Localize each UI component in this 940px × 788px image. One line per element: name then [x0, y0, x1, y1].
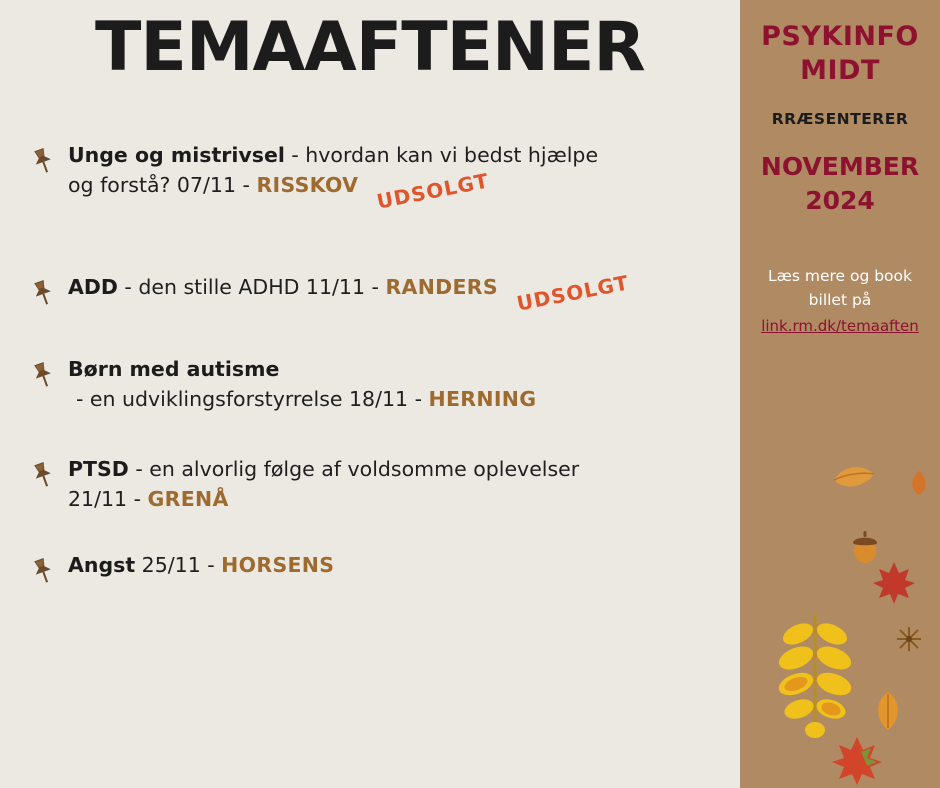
- event-city: RANDERS: [385, 275, 498, 299]
- event-detail: - hvordan kan vi bedst hjælpe: [284, 143, 599, 167]
- event-line-1: [68, 354, 730, 384]
- event-line-2: [68, 168, 730, 214]
- pushpin-icon: [28, 460, 58, 490]
- event-title: Angst: [68, 553, 136, 577]
- event-detail: 25/11 -: [135, 553, 222, 577]
- event-city: HERNING: [428, 387, 537, 411]
- booking-link[interactable]: link.rm.dk/temaaften: [761, 317, 919, 335]
- brand-name: [740, 0, 940, 88]
- pushpin-icon: [28, 278, 58, 308]
- list-item: [0, 454, 740, 532]
- list-item: [0, 140, 740, 236]
- month-label: NOVEMBER: [760, 152, 920, 181]
- booking-line-1: Læs mere og book: [767, 267, 913, 285]
- pushpin-icon: [28, 360, 58, 390]
- event-line-1: [68, 550, 730, 580]
- list-item: [0, 354, 740, 432]
- event-line-2: [68, 384, 730, 414]
- rowan-leaf-icon: [770, 610, 860, 745]
- presents-label: RRÆSENTERER: [771, 110, 909, 128]
- month-year: [740, 150, 940, 218]
- event-title: ADD: [68, 275, 118, 299]
- event-title: Unge og mistrivsel: [68, 143, 285, 167]
- event-detail-2: - en udviklingsforstyrrelse 18/11 -: [76, 387, 429, 411]
- leaf-icon: [908, 470, 930, 501]
- maple-leaf-icon: [872, 560, 916, 611]
- event-city: GRENÅ: [147, 487, 229, 511]
- event-city: HORSENS: [221, 553, 335, 577]
- year-label: 2024: [805, 186, 875, 215]
- list-item: [0, 272, 740, 342]
- pushpin-icon: [28, 146, 58, 176]
- status-badge: UDSOLGT: [514, 270, 631, 316]
- event-city: RISSKOV: [256, 173, 359, 197]
- event-list: [0, 140, 740, 600]
- leaf-icon: [868, 690, 908, 737]
- leaf-icon: [830, 460, 878, 505]
- list-item: [0, 550, 740, 600]
- event-line-1: [68, 454, 730, 484]
- event-detail: - den stille ADHD 11/11 -: [117, 275, 386, 299]
- event-line-2: [68, 484, 730, 514]
- brand-line-2: MIDT: [800, 55, 880, 86]
- maple-leaf-icon: [830, 735, 884, 788]
- event-line-1: [68, 270, 730, 316]
- status-badge: UDSOLGT: [375, 168, 492, 214]
- event-title: PTSD: [68, 457, 129, 481]
- event-detail-2: og forstå? 07/11 -: [68, 173, 257, 197]
- booking-line-2: billet på: [808, 291, 872, 309]
- booking-info: [740, 264, 940, 338]
- poster-sidebar: [740, 0, 940, 788]
- event-line-1: [68, 140, 730, 170]
- page-title: TEMAAFTENER: [95, 8, 645, 87]
- pushpin-icon: [28, 556, 58, 586]
- brand-line-1: PSYKINFO: [761, 21, 919, 52]
- event-title: Børn med autisme: [68, 357, 280, 381]
- event-detail-2: 21/11 -: [68, 487, 148, 511]
- event-detail: - en alvorlig følge af voldsomme oplevelser: [128, 457, 580, 481]
- star-anise-icon: [895, 625, 923, 658]
